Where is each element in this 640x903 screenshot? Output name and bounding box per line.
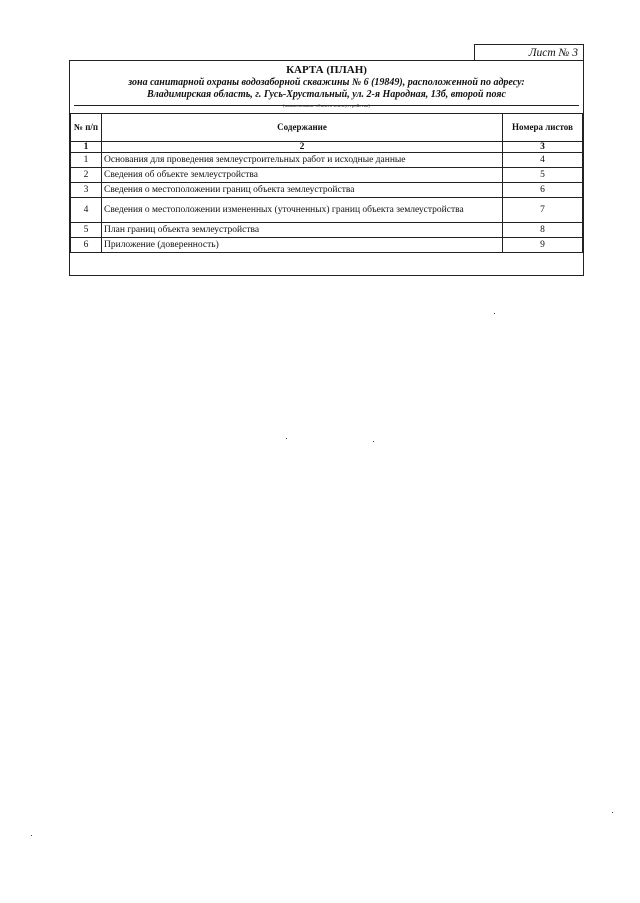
table-row xyxy=(71,223,583,238)
table-header-row xyxy=(71,114,583,142)
row-content: Основания для проведения землеустроительных работ и исходные данные xyxy=(102,153,503,168)
row-number: 1 xyxy=(71,153,102,168)
row-sheets: 9 xyxy=(503,238,583,253)
row-content: Приложение (доверенность) xyxy=(102,238,503,253)
row-sheets: 8 xyxy=(503,223,583,238)
row-sheets: 6 xyxy=(503,183,583,198)
column-number: 1 xyxy=(71,142,102,153)
table-row xyxy=(71,168,583,183)
row-sheets: 5 xyxy=(503,168,583,183)
row-content: Сведения об объекте землеустройства xyxy=(102,168,503,183)
subtitle-line-1: зона санитарной охраны водозаборной скважины № 6 (19849), расположенной по адресу: xyxy=(128,77,525,88)
title-block xyxy=(70,61,583,113)
title-underline xyxy=(74,105,579,106)
row-content: Сведения о местоположении измененных (уточненных) границ объекта землеустройства xyxy=(102,198,503,223)
column-number: 2 xyxy=(102,142,503,153)
scan-speck xyxy=(373,441,374,442)
row-content: Сведения о местоположении границ объекта землеустройства xyxy=(102,183,503,198)
row-number: 4 xyxy=(71,198,102,223)
scan-speck xyxy=(494,313,495,314)
row-number: 2 xyxy=(71,168,102,183)
contents-table xyxy=(70,113,583,253)
table-row xyxy=(71,238,583,253)
column-number-row xyxy=(71,142,583,153)
row-sheets: 4 xyxy=(503,153,583,168)
header-number: № п/п xyxy=(71,114,102,142)
scan-speck xyxy=(612,812,613,813)
document-frame xyxy=(69,60,584,276)
table-row xyxy=(71,153,583,168)
row-number: 5 xyxy=(71,223,102,238)
header-sheets: Номера листов xyxy=(503,114,583,142)
column-number: 3 xyxy=(503,142,583,153)
header-content: Содержание xyxy=(102,114,503,142)
sheet-number-label: Лист № 3 xyxy=(474,44,584,61)
scan-speck xyxy=(286,438,287,439)
row-content: План границ объекта землеустройства xyxy=(102,223,503,238)
object-name-hint: (наименование объекта землеустройства) xyxy=(283,103,370,108)
subtitle-line-2: Владимирская область, г. Гусь-Хрустальный, ул. 2-я Народная, 13б, второй пояс xyxy=(147,89,506,100)
document-title: КАРТА (ПЛАН) xyxy=(286,64,367,76)
row-number: 3 xyxy=(71,183,102,198)
table-row xyxy=(71,183,583,198)
row-sheets: 7 xyxy=(503,198,583,223)
scan-speck xyxy=(31,835,32,836)
row-number: 6 xyxy=(71,238,102,253)
table-row xyxy=(71,198,583,223)
